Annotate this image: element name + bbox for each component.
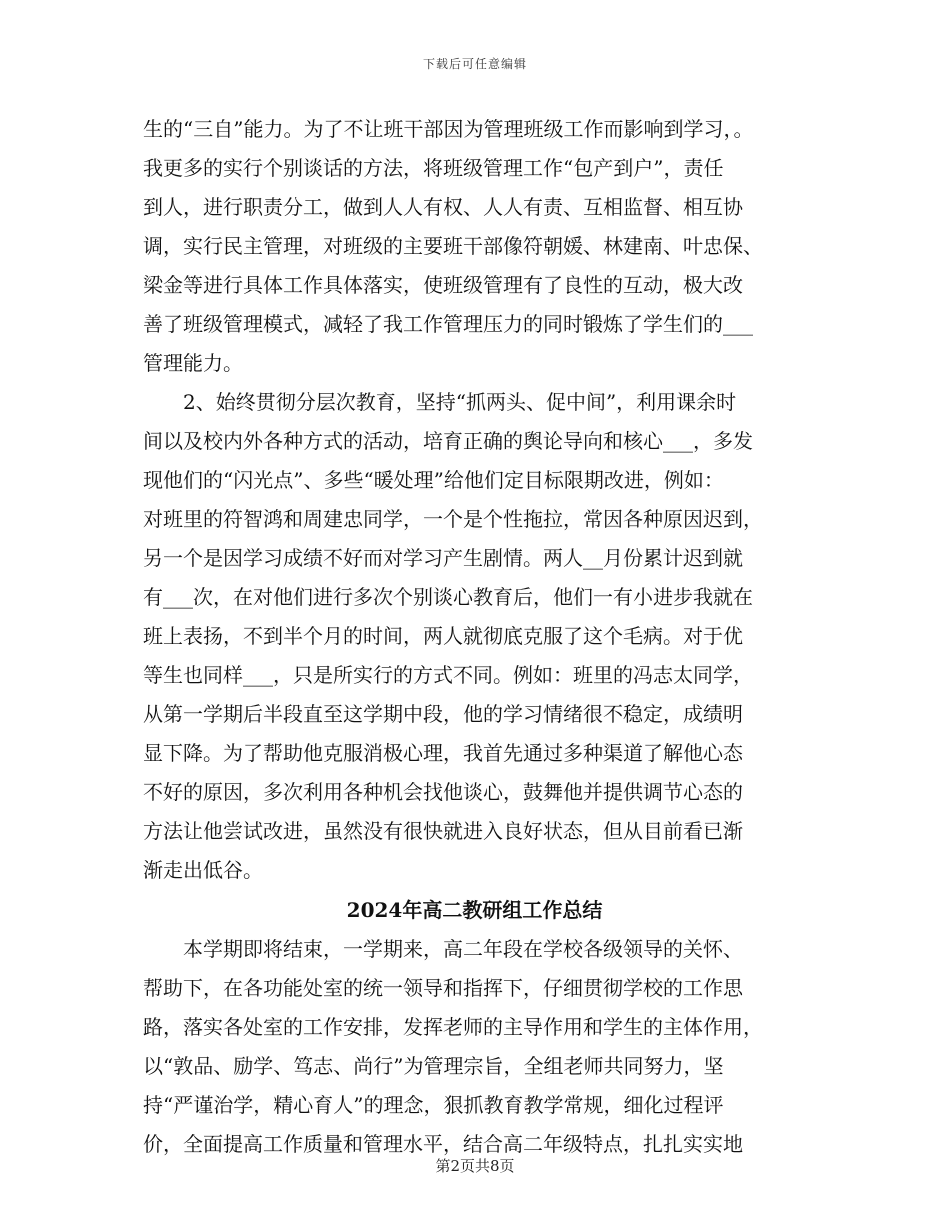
text-line: 持“严谨治学，精心育人”的理念，狠抓教育教学常规，细化过程评 bbox=[143, 1093, 724, 1117]
text-line: 本学期即将结束，一学期来，高二年段在学校各级领导的关怀、 bbox=[143, 937, 743, 961]
text-line: 管理能力。 bbox=[143, 351, 243, 375]
text-line: 方法让他尝试改进，虽然没有很快就进入良好状态，但从目前看已渐 bbox=[143, 819, 743, 843]
section-title: 2024年高二教研组工作总结 bbox=[346, 898, 603, 922]
text-line: 班上表扬，不到半个月的时间，两人就彻底克服了这个毛病。对于优 bbox=[143, 624, 743, 648]
text-line: 对班里的符智鸿和周建忠同学，一个是个性拖拉，常因各种原因迟到， bbox=[143, 507, 763, 531]
text-line: 等生也同样___，只是所实行的方式不同。例如：班里的冯志太同学， bbox=[143, 663, 753, 687]
page-number: 第2页共8页 bbox=[435, 1157, 515, 1175]
text-line: 2、始终贯彻分层次教育，坚持“抓两头、促中间”，利用课余时 bbox=[143, 390, 737, 414]
text-line: 另一个是因学习成绩不好而对学习产生剧情。两人__月份累计迟到就 bbox=[143, 546, 743, 570]
text-line: 善了班级管理模式，减轻了我工作管理压力的同时锻炼了学生们的___ bbox=[143, 312, 753, 336]
text-line: 生的“三自”能力。为了不让班干部因为管理班级工作而影响到学习，。 bbox=[143, 117, 754, 141]
text-line: 梁金等进行具体工作具体落实，使班级管理有了良性的互动，极大改 bbox=[143, 273, 743, 297]
text-line: 现他们的“闪光点”、多些“暖处理”给他们定目标限期改进，例如： bbox=[143, 468, 724, 492]
text-line: 以“敦品、励学、笃志、尚行”为管理宗旨，全组老师共同努力，坚 bbox=[143, 1054, 724, 1078]
text-line: 调，实行民主管理，对班级的主要班干部像符朝媛、林建南、叶忠保、 bbox=[143, 234, 763, 258]
text-line: 帮助下，在各功能处室的统一领导和指挥下，仔细贯彻学校的工作思 bbox=[143, 976, 743, 1000]
text-line: 显下降。为了帮助他克服消极心理，我首先通过多种渠道了解他心态 bbox=[143, 741, 743, 765]
text-line: 从第一学期后半段直至这学期中段，他的学习情绪很不稳定，成绩明 bbox=[143, 702, 743, 726]
text-line: 路，落实各处室的工作安排，发挥老师的主导作用和学生的主体作用， bbox=[143, 1015, 763, 1039]
document-body bbox=[143, 110, 806, 1164]
text-line: 渐走出低谷。 bbox=[143, 858, 263, 882]
text-line: 不好的原因，多次利用各种机会找他谈心，鼓舞他并提供调节心态的 bbox=[143, 780, 743, 804]
text-line: 有___次，在对他们进行多次个别谈心教育后，他们一有小进步我就在 bbox=[143, 585, 753, 609]
text-line: 间以及校内外各种方式的活动，培育正确的舆论导向和核心___，多发 bbox=[143, 429, 753, 453]
page-header-note: 下载后可任意编辑 bbox=[422, 57, 527, 71]
text-line: 价，全面提高工作质量和管理水平，结合高二年级特点，扎扎实实地 bbox=[143, 1132, 743, 1156]
text-line: 我更多的实行个别谈话的方法，将班级管理工作“包产到户”，责任 bbox=[143, 156, 724, 180]
text-line: 到人，进行职责分工，做到人人有权、人人有责、互相监督、相互协 bbox=[143, 195, 743, 219]
